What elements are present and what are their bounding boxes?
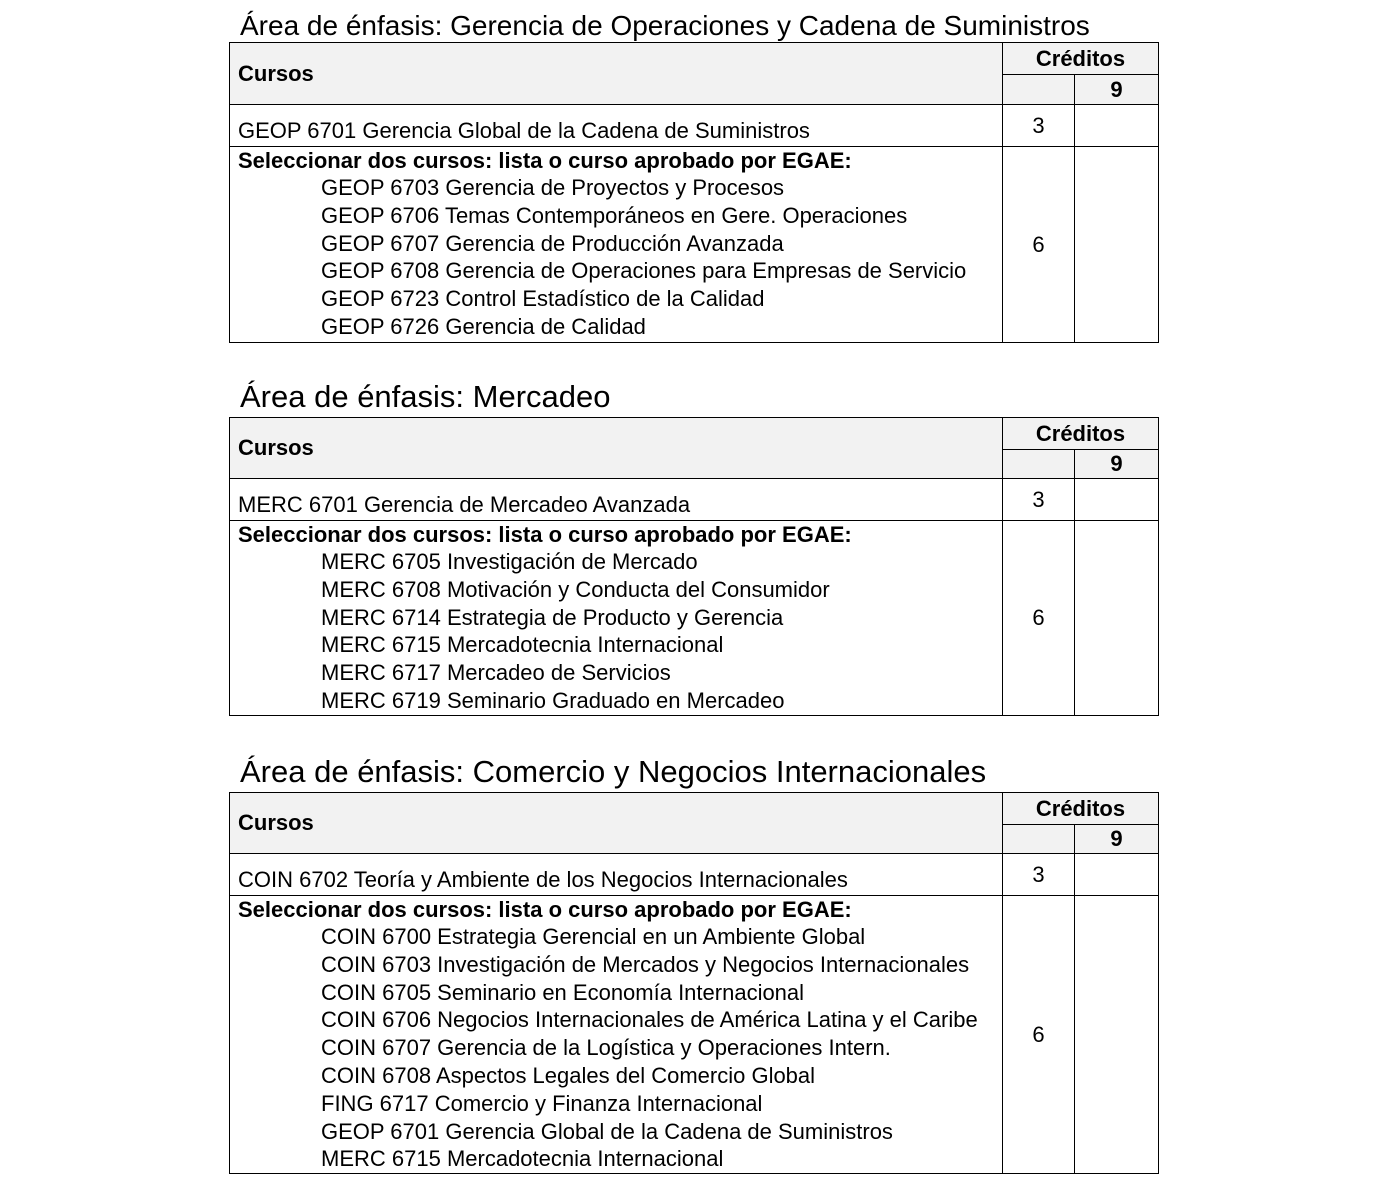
header-blank bbox=[1003, 450, 1075, 479]
elective-credits: 6 bbox=[1003, 521, 1075, 716]
list-item: COIN 6706 Negocios Internacionales de América Latina y el Caribe bbox=[321, 1007, 978, 1033]
elective-credits: 6 bbox=[1003, 147, 1075, 343]
list-item: FING 6717 Comercio y Finanza Internacional bbox=[321, 1090, 763, 1116]
header-blank bbox=[1003, 75, 1075, 105]
list-item: MERC 6715 Mercadotecnia Internacional bbox=[321, 632, 724, 658]
header-courses: Cursos bbox=[230, 793, 1003, 854]
elective-list bbox=[230, 521, 1003, 716]
header-courses: Cursos bbox=[230, 418, 1003, 479]
list-item: MERC 6714 Estrategia de Producto y Gerencia bbox=[321, 604, 784, 630]
required-course: GEOP 6701 Gerencia Global de la Cadena de Suministros bbox=[230, 105, 1003, 147]
header-total-credits: 9 bbox=[1075, 825, 1159, 854]
blank-cell bbox=[1075, 105, 1159, 147]
courses-table bbox=[229, 417, 1159, 716]
elective-heading: Seleccionar dos cursos: lista o curso aprobado por EGAE: bbox=[238, 148, 852, 173]
blank-cell bbox=[1075, 479, 1159, 521]
header-credits: Créditos bbox=[1003, 793, 1159, 825]
elective-heading: Seleccionar dos cursos: lista o curso aprobado por EGAE: bbox=[238, 897, 852, 922]
list-item: GEOP 6703 Gerencia de Proyectos y Procesos bbox=[321, 175, 785, 200]
elective-heading: Seleccionar dos cursos: lista o curso aprobado por EGAE: bbox=[238, 522, 852, 547]
elective-credits: 6 bbox=[1003, 896, 1075, 1174]
list-item: MERC 6708 Motivación y Conducta del Consumidor bbox=[321, 576, 830, 602]
required-credits: 3 bbox=[1003, 479, 1075, 521]
list-item: MERC 6717 Mercadeo de Servicios bbox=[321, 660, 671, 686]
elective-list bbox=[230, 896, 1003, 1174]
list-item: COIN 6708 Aspectos Legales del Comercio Global bbox=[321, 1062, 816, 1088]
list-item: COIN 6705 Seminario en Economía Internacional bbox=[321, 979, 805, 1005]
list-item: MERC 6705 Investigación de Mercado bbox=[321, 549, 698, 574]
header-total-credits: 9 bbox=[1075, 450, 1159, 479]
blank-cell bbox=[1075, 147, 1159, 343]
list-item: COIN 6707 Gerencia de la Logística y Operaciones Intern. bbox=[321, 1035, 891, 1061]
elective-list bbox=[230, 147, 1003, 343]
required-credits: 3 bbox=[1003, 854, 1075, 896]
header-blank bbox=[1003, 825, 1075, 854]
required-course: MERC 6701 Gerencia de Mercadeo Avanzada bbox=[230, 479, 1003, 521]
blank-cell bbox=[1075, 854, 1159, 896]
blank-cell bbox=[1075, 896, 1159, 1174]
courses-table bbox=[229, 792, 1159, 1174]
list-item: GEOP 6701 Gerencia Global de la Cadena de Suministros bbox=[321, 1118, 893, 1144]
section-title: Área de énfasis: Comercio y Negocios Internacionales bbox=[240, 754, 987, 789]
header-courses: Cursos bbox=[230, 43, 1003, 105]
header-total-credits: 9 bbox=[1075, 75, 1159, 105]
header-credits: Créditos bbox=[1003, 418, 1159, 450]
list-item: MERC 6715 Mercadotecnia Internacional bbox=[321, 1146, 724, 1172]
list-item: GEOP 6708 Gerencia de Operaciones para Empresas de Servicio bbox=[321, 258, 967, 284]
required-course: COIN 6702 Teoría y Ambiente de los Negocios Internacionales bbox=[230, 854, 1003, 896]
required-credits: 3 bbox=[1003, 105, 1075, 147]
courses-table bbox=[229, 42, 1159, 343]
list-item: GEOP 6706 Temas Contemporáneos en Gere. Operaciones bbox=[321, 202, 908, 228]
section-title: Área de énfasis: Mercadeo bbox=[240, 379, 611, 414]
section-title: Área de énfasis: Gerencia de Operaciones y Cadena de Suministros bbox=[240, 10, 1090, 41]
list-item: COIN 6700 Estrategia Gerencial en un Ambiente Global bbox=[321, 924, 866, 949]
blank-cell bbox=[1075, 521, 1159, 716]
list-item: COIN 6703 Investigación de Mercados y Negocios Internacionales bbox=[321, 951, 970, 977]
list-item: GEOP 6726 Gerencia de Calidad bbox=[321, 313, 646, 339]
list-item: MERC 6719 Seminario Graduado en Mercadeo bbox=[321, 687, 785, 713]
list-item: GEOP 6723 Control Estadístico de la Calidad bbox=[321, 286, 765, 312]
list-item: GEOP 6707 Gerencia de Producción Avanzada bbox=[321, 230, 784, 256]
header-credits: Créditos bbox=[1003, 43, 1159, 75]
